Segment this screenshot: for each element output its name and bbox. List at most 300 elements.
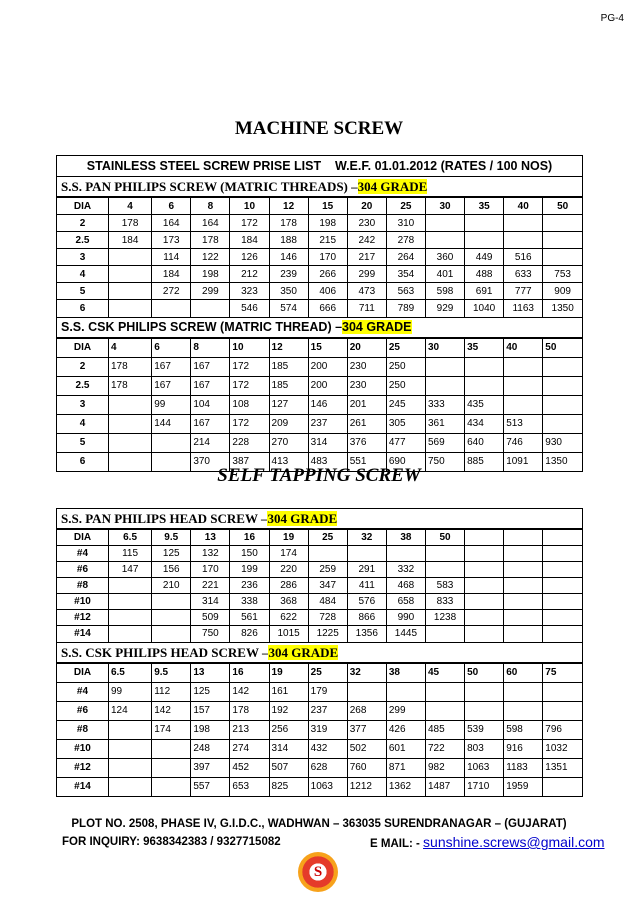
price-cell: 221 (191, 578, 230, 594)
price-cell: 250 (386, 376, 425, 395)
price-cell: 167 (191, 357, 230, 376)
row-dia: #6 (57, 562, 108, 578)
price-cell: 507 (269, 758, 308, 777)
price-cell (504, 594, 543, 610)
price-cell: 658 (386, 594, 425, 610)
price-cell (152, 777, 191, 796)
price-cell: 209 (269, 414, 308, 433)
price-cell: 750 (425, 452, 464, 471)
table-header-row (57, 663, 582, 682)
row-dia: #10 (57, 739, 108, 758)
table-row (57, 283, 582, 300)
header-length: 8 (191, 338, 230, 357)
price-cell (152, 594, 191, 610)
price-cell: 172 (230, 215, 269, 232)
price-cell: 561 (230, 610, 269, 626)
price-cell: 178 (108, 376, 151, 395)
price-cell (504, 376, 543, 395)
price-cell: 551 (347, 452, 386, 471)
price-cell (108, 414, 151, 433)
price-cell: 112 (152, 682, 191, 701)
price-cell (465, 594, 504, 610)
price-cell: 1350 (543, 300, 582, 317)
price-cell: 426 (386, 720, 425, 739)
page-number: PG-4 (600, 13, 624, 24)
price-cell (108, 594, 151, 610)
price-cell: 866 (347, 610, 386, 626)
price-cell: 228 (230, 433, 269, 452)
price-cell: 401 (425, 266, 464, 283)
header-length: 16 (230, 663, 269, 682)
header-length: 13 (191, 530, 230, 546)
table-header-row (57, 338, 582, 357)
price-cell: 114 (152, 249, 191, 266)
price-cell: 1063 (308, 777, 347, 796)
price-cell: 192 (269, 701, 308, 720)
price-cell: 1487 (425, 777, 464, 796)
row-dia: 3 (57, 249, 108, 266)
price-cell: 179 (308, 682, 347, 701)
email-link[interactable]: sunshine.screws@gmail.com (423, 834, 605, 850)
price-cell: 299 (191, 283, 230, 300)
price-cell: 569 (425, 433, 464, 452)
header-dia: DIA (57, 530, 108, 546)
price-cell: 220 (269, 562, 308, 578)
price-cell (504, 562, 543, 578)
row-dia: #14 (57, 626, 108, 642)
price-cell: 583 (425, 578, 464, 594)
price-cell (504, 682, 543, 701)
price-cell: 1040 (465, 300, 504, 317)
table-row (57, 739, 582, 758)
price-cell: 711 (347, 300, 386, 317)
price-cell: 310 (386, 215, 425, 232)
price-cell (465, 610, 504, 626)
price-cell (425, 682, 464, 701)
table-row (57, 300, 582, 317)
table-row (57, 610, 582, 626)
price-cell: 125 (191, 682, 230, 701)
header-length: 19 (269, 530, 308, 546)
price-cell: 546 (230, 300, 269, 317)
price-cell: 237 (308, 701, 347, 720)
row-dia: 6 (57, 452, 108, 471)
table-row (57, 546, 582, 562)
row-dia: 2 (57, 357, 108, 376)
price-cell: 174 (269, 546, 308, 562)
price-cell (425, 626, 464, 642)
row-dia: #8 (57, 578, 108, 594)
table-csk-machine (57, 338, 582, 472)
price-cell: 468 (386, 578, 425, 594)
table-pan-machine (57, 197, 582, 317)
price-cell: 473 (347, 283, 386, 300)
price-cell: 601 (386, 739, 425, 758)
price-cell: 173 (152, 232, 191, 249)
price-cell: 242 (347, 232, 386, 249)
price-cell (504, 701, 543, 720)
price-cell: 1362 (386, 777, 425, 796)
logo-letter: S (313, 864, 323, 880)
section-title-csk-machine: S.S. CSK PHILIPS SCREW (MATRIC THREAD) –304 GRADE (57, 317, 582, 338)
header-length: 30 (425, 338, 464, 357)
price-cell: 99 (152, 395, 191, 414)
price-cell (386, 546, 425, 562)
price-cell (108, 739, 151, 758)
price-cell: 210 (152, 578, 191, 594)
price-cell: 728 (308, 610, 347, 626)
price-cell: 929 (425, 300, 464, 317)
price-cell: 167 (152, 357, 191, 376)
row-dia: 3 (57, 395, 108, 414)
price-cell: 368 (269, 594, 308, 610)
header-length: 6 (152, 198, 191, 215)
price-cell: 746 (504, 433, 543, 452)
price-cell: 286 (269, 578, 308, 594)
price-cell: 230 (347, 376, 386, 395)
price-cell: 1163 (504, 300, 543, 317)
price-cell: 261 (347, 414, 386, 433)
price-cell: 413 (269, 452, 308, 471)
header-length: 40 (504, 338, 543, 357)
price-cell: 274 (230, 739, 269, 758)
header-length: 25 (386, 338, 425, 357)
price-cell: 411 (347, 578, 386, 594)
price-cell: 483 (308, 452, 347, 471)
price-cell (108, 777, 151, 796)
price-cell: 1959 (504, 777, 543, 796)
price-cell (543, 215, 582, 232)
price-cell: 184 (230, 232, 269, 249)
table-row (57, 433, 582, 452)
price-cell: 178 (191, 232, 230, 249)
header-length: 35 (465, 338, 504, 357)
header-length: 4 (108, 338, 151, 357)
price-cell: 323 (230, 283, 269, 300)
header-length: 50 (543, 198, 582, 215)
header-length: 6 (152, 338, 191, 357)
price-cell: 376 (347, 433, 386, 452)
price-cell: 434 (465, 414, 504, 433)
price-cell (152, 626, 191, 642)
price-cell: 185 (269, 376, 308, 395)
price-cell: 236 (230, 578, 269, 594)
price-cell (425, 701, 464, 720)
grade-highlight: 304 GRADE (267, 511, 338, 526)
price-cell (465, 578, 504, 594)
price-cell: 122 (191, 249, 230, 266)
price-cell: 270 (269, 433, 308, 452)
price-cell: 115 (108, 546, 151, 562)
price-cell (504, 626, 543, 642)
table-row (57, 758, 582, 777)
footer-address: PLOT NO. 2508, PHASE IV, G.I.D.C., WADHWAN – 363035 SURENDRANAGAR – (GUJARAT) (71, 818, 567, 830)
price-cell (543, 562, 582, 578)
price-cell: 753 (543, 266, 582, 283)
header-length: 40 (504, 198, 543, 215)
price-cell: 199 (230, 562, 269, 578)
row-dia: #12 (57, 610, 108, 626)
price-cell: 170 (191, 562, 230, 578)
price-cell (108, 249, 151, 266)
price-cell: 509 (191, 610, 230, 626)
price-cell: 299 (347, 266, 386, 283)
table-row (57, 682, 582, 701)
price-cell: 691 (465, 283, 504, 300)
price-cell: 99 (108, 682, 151, 701)
price-cell: 370 (191, 452, 230, 471)
header-length: 9.5 (152, 530, 191, 546)
price-cell: 104 (191, 395, 230, 414)
price-cell: 184 (152, 266, 191, 283)
price-cell: 108 (230, 395, 269, 414)
section-title-csk-self: S.S. CSK PHILIPS HEAD SCREW –304 GRADE (57, 642, 582, 663)
table-row (57, 777, 582, 796)
header-length: 20 (347, 198, 386, 215)
price-cell (347, 682, 386, 701)
table-row (57, 376, 582, 395)
row-dia: 5 (57, 433, 108, 452)
price-cell: 397 (191, 758, 230, 777)
price-cell: 185 (269, 357, 308, 376)
header-length: 16 (230, 530, 269, 546)
header-length: 25 (386, 198, 425, 215)
price-cell (504, 610, 543, 626)
table-row (57, 414, 582, 433)
price-cell: 161 (269, 682, 308, 701)
header-length: 50 (465, 663, 504, 682)
price-cell (108, 283, 151, 300)
price-cell: 156 (152, 562, 191, 578)
price-cell: 338 (230, 594, 269, 610)
price-cell: 502 (347, 739, 386, 758)
price-cell: 266 (308, 266, 347, 283)
price-cell: 174 (152, 720, 191, 739)
row-dia: #4 (57, 546, 108, 562)
price-cell (152, 433, 191, 452)
header-length: 50 (425, 530, 464, 546)
price-cell (504, 546, 543, 562)
header-length: 15 (308, 338, 347, 357)
self-tapping-screw-title: SELF TAPPING SCREW (217, 465, 421, 486)
header-length: 32 (347, 530, 386, 546)
price-cell (108, 610, 151, 626)
price-cell (108, 626, 151, 642)
price-cell: 124 (108, 701, 151, 720)
table-row (57, 578, 582, 594)
price-cell: 653 (230, 777, 269, 796)
price-cell (465, 682, 504, 701)
price-cell: 690 (386, 452, 425, 471)
price-cell: 200 (308, 376, 347, 395)
price-cell: 272 (152, 283, 191, 300)
price-cell: 248 (191, 739, 230, 758)
price-cell: 125 (152, 546, 191, 562)
price-cell: 539 (465, 720, 504, 739)
price-cell: 201 (347, 395, 386, 414)
price-cell: 354 (386, 266, 425, 283)
price-cell: 214 (191, 433, 230, 452)
price-cell: 198 (308, 215, 347, 232)
email-label: E MAIL: - (370, 838, 420, 850)
row-dia: 2 (57, 215, 108, 232)
table-row (57, 626, 582, 642)
price-cell: 305 (386, 414, 425, 433)
row-dia: #6 (57, 701, 108, 720)
header-length: 9.5 (152, 663, 191, 682)
price-cell (465, 215, 504, 232)
header-length: 38 (386, 530, 425, 546)
price-cell: 990 (386, 610, 425, 626)
price-cell (504, 357, 543, 376)
price-cell: 574 (269, 300, 308, 317)
price-cell: 484 (308, 594, 347, 610)
header-length: 15 (308, 198, 347, 215)
price-cell: 333 (425, 395, 464, 414)
price-cell (465, 232, 504, 249)
price-cell: 213 (230, 720, 269, 739)
price-cell: 172 (230, 376, 269, 395)
row-dia: 4 (57, 266, 108, 283)
header-length: 60 (504, 663, 543, 682)
price-cell: 622 (269, 610, 308, 626)
price-cell: 722 (425, 739, 464, 758)
price-cell (425, 562, 464, 578)
table-pan-self (57, 529, 582, 642)
table-row (57, 395, 582, 414)
price-cell: 449 (465, 249, 504, 266)
price-cell: 172 (230, 414, 269, 433)
price-cell (504, 215, 543, 232)
row-dia: #14 (57, 777, 108, 796)
price-cell (465, 626, 504, 642)
price-cell (191, 300, 230, 317)
price-cell: 825 (269, 777, 308, 796)
price-cell: 157 (191, 701, 230, 720)
row-dia: 2.5 (57, 376, 108, 395)
header-length: 38 (386, 663, 425, 682)
price-cell: 1183 (504, 758, 543, 777)
header-dia: DIA (57, 198, 108, 215)
table-row (57, 594, 582, 610)
price-cell: 178 (108, 215, 151, 232)
price-cell: 640 (465, 433, 504, 452)
price-cell (543, 777, 582, 796)
company-logo (298, 852, 338, 892)
price-cell (543, 626, 582, 642)
price-cell: 142 (230, 682, 269, 701)
price-cell: 146 (308, 395, 347, 414)
price-cell: 217 (347, 249, 386, 266)
price-cell (465, 546, 504, 562)
price-cell (465, 562, 504, 578)
price-cell (425, 546, 464, 562)
price-cell: 1350 (543, 452, 582, 471)
header-length: 12 (269, 198, 308, 215)
price-cell: 264 (386, 249, 425, 266)
price-cell: 1063 (465, 758, 504, 777)
table-row (57, 232, 582, 249)
grade-highlight: 304 GRADE (268, 644, 339, 660)
price-cell (108, 758, 151, 777)
header-dia: DIA (57, 338, 108, 357)
price-cell: 513 (504, 414, 543, 433)
price-cell: 930 (543, 433, 582, 452)
price-cell: 147 (108, 562, 151, 578)
price-cell: 598 (504, 720, 543, 739)
price-cell (108, 720, 151, 739)
table-row (57, 357, 582, 376)
row-dia: #12 (57, 758, 108, 777)
price-cell (465, 701, 504, 720)
price-cell: 916 (504, 739, 543, 758)
row-dia: 2.5 (57, 232, 108, 249)
header-length: 8 (191, 198, 230, 215)
header-length: 12 (269, 338, 308, 357)
price-cell: 167 (191, 376, 230, 395)
price-cell: 146 (269, 249, 308, 266)
price-cell (152, 610, 191, 626)
price-cell: 245 (386, 395, 425, 414)
price-cell (543, 594, 582, 610)
price-cell: 268 (347, 701, 386, 720)
price-cell: 557 (191, 777, 230, 796)
price-list-banner: STAINLESS STEEL SCREW PRISE LIST W.E.F. 01.01.2012 (RATES / 100 NOS) (57, 156, 582, 177)
price-cell: 1445 (386, 626, 425, 642)
header-length (543, 530, 582, 546)
price-cell: 230 (347, 215, 386, 232)
price-cell: 178 (269, 215, 308, 232)
price-cell: 796 (543, 720, 582, 739)
price-cell: 144 (152, 414, 191, 433)
grade-highlight: 304 GRADE (342, 319, 412, 334)
price-cell: 256 (269, 720, 308, 739)
header-length: 10 (230, 338, 269, 357)
price-cell: 633 (504, 266, 543, 283)
row-dia: #4 (57, 682, 108, 701)
price-cell (152, 300, 191, 317)
price-cell (425, 215, 464, 232)
header-length: 32 (347, 663, 386, 682)
price-cell: 516 (504, 249, 543, 266)
price-cell (425, 376, 464, 395)
price-cell: 126 (230, 249, 269, 266)
table-row (57, 562, 582, 578)
price-cell: 332 (386, 562, 425, 578)
price-cell: 452 (230, 758, 269, 777)
price-cell: 803 (465, 739, 504, 758)
table-row (57, 249, 582, 266)
table-row (57, 701, 582, 720)
header-length: 25 (308, 530, 347, 546)
price-cell: 387 (230, 452, 269, 471)
price-cell: 314 (191, 594, 230, 610)
price-cell (108, 578, 151, 594)
price-cell (108, 266, 151, 283)
price-cell (386, 682, 425, 701)
price-cell (152, 739, 191, 758)
price-cell: 488 (465, 266, 504, 283)
price-cell: 278 (386, 232, 425, 249)
price-cell: 1238 (425, 610, 464, 626)
price-cell: 1015 (269, 626, 308, 642)
table-header-row (57, 530, 582, 546)
price-cell: 200 (308, 357, 347, 376)
price-cell: 259 (308, 562, 347, 578)
grade-highlight: 304 GRADE (357, 179, 428, 194)
section-title-pan-self: S.S. PAN PHILIPS HEAD SCREW –304 GRADE (57, 509, 582, 529)
price-cell: 164 (152, 215, 191, 232)
